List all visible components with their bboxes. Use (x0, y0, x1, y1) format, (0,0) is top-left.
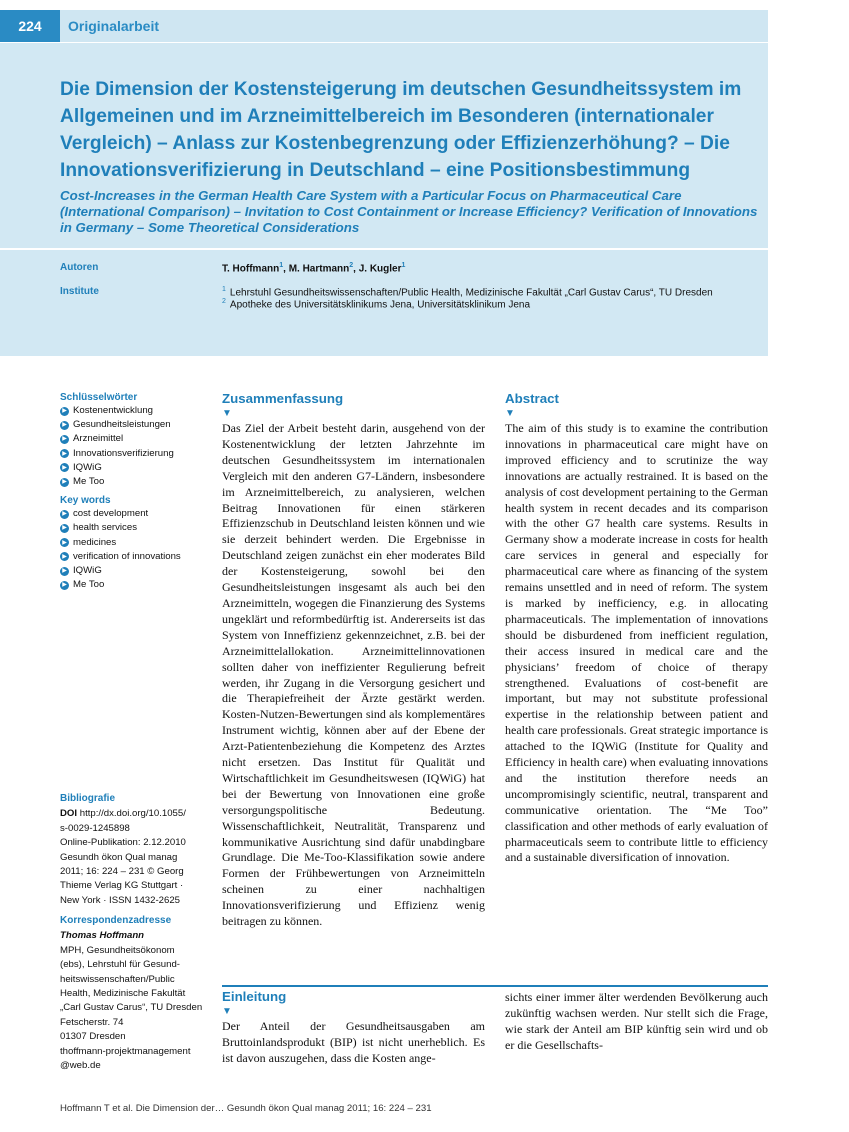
arrow-bullet-icon: ▶ (60, 567, 69, 576)
einleitung-text-left: Der Anteil der Gesundheitsausgaben am Bruttoinlandsprodukt (BIP) ist nicht unerheblich. Es ist davon auszugehen, dass die Kosten ange- (222, 1019, 485, 1065)
institute-number: 2 (222, 298, 226, 305)
corr-line: MPH, Gesundheitsökonom (60, 944, 175, 956)
page-number: 224 (0, 10, 60, 42)
title-german: Die Dimension der Kostensteigerung im deutschen Gesundheitssystem im Allgemeinen und im Arzneimittelbereich im Besonderen (internationaler Vergleich) – Anlass zur Kostenbegrenzung oder Effizienzerhöhung? – Die Innovationsverifizierung in Deutschland – eine Positionsbestimmung (60, 79, 742, 181)
section-label: Originalarbeit (60, 10, 768, 42)
arrow-bullet-icon: ▶ (60, 581, 69, 590)
doi-line (60, 807, 206, 821)
institute-text: Apotheke des Universitätsklinikums Jena, Universitätsklinikum Jena (229, 299, 531, 311)
abstract-heading: Abstract (505, 391, 559, 406)
keyword-item (60, 432, 206, 446)
doi-link[interactable]: http://dx.doi.org/10.1055/ (79, 808, 186, 820)
arrow-bullet-icon: ▶ (60, 449, 69, 458)
keyword-item (60, 475, 206, 489)
corr-line: „Carl Gustav Carus“, TU Dresden (60, 1002, 203, 1014)
keyword-item (60, 521, 206, 535)
abstract-text: The aim of this study is to examine the contribution innovations in pharmaceutical care might have on improved efficiency and to scrutinize the way innovations are actually restrained. It is based on the analysis of cost development pertaining to the German health system in recent decades and its comparison with the other G7 health care systems. Results in Germany show a moderate increase in costs for health care services in general and especially for pharmaceutical care where as financing of the system remains unsettled and in need of reform. The system is marked by inefficiency, e.g. in allocating pharmaceuticals. The implementation of innovations should be disburdened from inefficient regulation, their access insured in medical care and the physicians’ freedom of choice of therapy strengthened. Evaluations of cost-benefit are important, but may not substitute professional expertise in the relationship between patient and health care professionals. Great strategic importance is attached to the IQWiG (Institute for Quality and Efficiency in health care) when evaluating innovations and the institution therefore needs an uncompromisingly scientific, neutral, transparent and communicative orientation. The “Me Too” classification and other methods of early evaluation of pharmaceuticals seem to contribute little to efficiency and a sustainable diversification of innovation. (505, 421, 768, 865)
arrow-bullet-icon: ▶ (60, 421, 69, 430)
author-affiliation: 1 (401, 262, 406, 269)
keywords-de-heading: Schlüsselwörter (60, 392, 138, 403)
arrow-bullet-icon: ▶ (60, 435, 69, 444)
zusammenfassung-text: Das Ziel der Arbeit besteht darin, ausgehend von der Kostenentwicklung der letzten Jahrzehnte im deutschen Gesundheitssystem im internationalen Vergleich mit den anderen G7-Ländern, insbesondere im Arzneimittelbereich, zu analysieren, welchen Beitrag Innovationen für einen stärkeren Effizienzschub in Deutschland leisten können und wie sie derzeit behindert werden. Die Ergebnisse in Deutschland zeigen zunächst ein eher moderates Bild der Kostensteigerung, sowohl bei den Gesundheitsleistungen insgesamt als auch bei den Arzneimitteln, wogegen die Finanzierung des Systems ungeklärt und reformbedürftig ist. Andererseits ist das System von Inneffizienz gekennzeichnet, z.B. bei der Arzneimittelallokation. Arzneimittelinnovationen sollten daher von ineffizienter Regulierung befreit werden, ihr Zugang in die Versorgung gesichert und die Therapiefreiheit der Ärzte gestärkt werden. Kosten-Nutzen-Bewertungen sind als komplementäres Instrument wichtig, können aber auf der Ebene der Arzt-Patientenbeziehung die Kompetenz des Arztes nicht ersetzen. Das Institut für Qualität und Wirtschaftlichkeit im Gesundheitswesen (IQWiG) hat bei der Bewertung von Innovationen eine große versorgungspolitische Bedeutung. Wissenschaftlichkeit, Neutralität, Transparenz und kommunikative Ausrichtung sind dafür unabdingbare Grundlage. Die Me-Too-Klassifikation sowie andere Formen der Frühbewertungen von Arzneimitteln scheinen zu einer nachhaltigen Innovationsverifizierung und Effizienz wenig beitragen zu können. (222, 421, 485, 929)
corr-email[interactable]: thoffmann-projektmanagement (60, 1045, 191, 1057)
zusammenfassung-column (222, 391, 485, 930)
keyword-item (60, 536, 206, 550)
abstract-column (505, 391, 768, 866)
down-arrow-icon: ▼ (222, 408, 232, 419)
institute-number: 1 (222, 286, 226, 293)
corr-line: Fetscherstr. 74 (60, 1016, 124, 1028)
title-english: Cost-Increases in the German Health Care System with a Particular Focus on Pharmaceutical Care (International Comparison) – Invitation to Cost Containment or Increase Efficiency? Verification of Innovations in Germany – Some Theoretical Considerations (60, 188, 758, 235)
arrow-bullet-icon: ▶ (60, 538, 69, 547)
einleitung-text-right: sichts einer immer älter werdenden Bevölkerung auch zukünftig wachsen werden. Nur stellt sich die Frage, wie stark der Anteil am BIP künftig sein wird und ob er die Gesellschafts- (505, 990, 768, 1052)
corr-line: 01307 Dresden (60, 1031, 126, 1043)
arrow-bullet-icon: ▶ (60, 510, 69, 519)
authors-label: Autoren (60, 262, 99, 273)
keywords-en-list (60, 507, 206, 592)
institute-2 (222, 298, 530, 310)
author-list (222, 262, 405, 274)
author-name: T. Hoffmann (222, 263, 280, 275)
keyword-item (60, 461, 206, 475)
zusammenfassung-heading: Zusammenfassung (222, 391, 344, 406)
corr-email[interactable]: @web.de (60, 1060, 101, 1072)
doi-label: DOI (60, 808, 78, 820)
down-arrow-icon: ▼ (222, 1006, 232, 1017)
keyword-text: Gesundheitsleistungen (73, 419, 171, 431)
bibliography-block (60, 792, 206, 908)
keyword-item (60, 418, 206, 432)
keyword-text: medicines (73, 536, 117, 548)
keyword-item (60, 507, 206, 521)
correspondence-name: Thomas Hoffmann (60, 930, 145, 942)
keyword-text: IQWiG (73, 461, 102, 473)
keyword-text: verification of innovations (73, 550, 181, 562)
author-name: M. Hartmann (288, 263, 350, 275)
keywords-en-heading: Key words (60, 495, 111, 507)
arrow-bullet-icon: ▶ (60, 463, 69, 472)
keywords-sidebar (60, 392, 206, 592)
keyword-text: Arzneimittel (73, 433, 124, 445)
bib-line: Online-Publikation: 2.12.2010 (60, 837, 186, 849)
einleitung-column (222, 989, 485, 1067)
corr-line: (ebs), Lehrstuhl für Gesund- (60, 959, 180, 971)
page-footer: Hoffmann T et al. Die Dimension der… Gesundh ökon Qual manag 2011; 16: 224 – 231 (60, 1103, 432, 1114)
arrow-bullet-icon: ▶ (60, 552, 69, 561)
keyword-text: IQWiG (73, 565, 102, 577)
arrow-bullet-icon: ▶ (60, 478, 69, 487)
institute-1 (222, 286, 713, 298)
bibliography-heading: Bibliografie (60, 793, 116, 804)
keyword-text: Me Too (73, 476, 105, 488)
institute-text: Lehrstuhl Gesundheitswissenschaften/Public Health, Medizinische Fakultät „Carl Gustav Carus“, TU Dresden (229, 287, 713, 299)
einleitung-right-column (505, 990, 768, 1054)
arrow-bullet-icon: ▶ (60, 407, 69, 416)
bib-line: 2011; 16: 224 – 231 © Georg (60, 866, 184, 878)
down-arrow-icon: ▼ (505, 408, 515, 419)
keyword-text: health services (73, 522, 137, 534)
bib-line: Thieme Verlag KG Stuttgart · (60, 880, 184, 892)
institutes-label: Institute (60, 286, 99, 297)
author-separator: , (283, 263, 289, 275)
arrow-bullet-icon: ▶ (60, 524, 69, 533)
correspondence-block (60, 914, 206, 1073)
corr-line: heitswissenschaften/Public (60, 973, 175, 985)
author-affiliation: 1 (279, 262, 284, 269)
einleitung-heading: Einleitung (222, 989, 287, 1004)
keyword-item (60, 404, 206, 418)
bib-line: New York · ISSN 1432-2625 (60, 894, 180, 906)
keywords-de-list (60, 404, 206, 489)
keyword-item (60, 564, 206, 578)
keyword-text: Innovationsverifizierung (73, 447, 174, 459)
keyword-text: cost development (73, 508, 149, 520)
author-affiliation: 2 (349, 262, 354, 269)
keyword-item (60, 578, 206, 592)
section-divider (222, 985, 768, 987)
keyword-item (60, 447, 206, 461)
author-name: J. Kugler (358, 263, 402, 275)
correspondence-heading: Korrespondenzadresse (60, 915, 172, 926)
bib-line: Gesundh ökon Qual manag (60, 851, 178, 863)
author-separator: , (353, 263, 359, 275)
bib-line: s-0029-1245898 (60, 822, 130, 834)
keyword-item (60, 550, 206, 564)
keyword-text: Me Too (73, 579, 105, 591)
keyword-text: Kostenentwicklung (73, 405, 153, 416)
corr-line: Health, Medizinische Fakultät (60, 988, 186, 1000)
